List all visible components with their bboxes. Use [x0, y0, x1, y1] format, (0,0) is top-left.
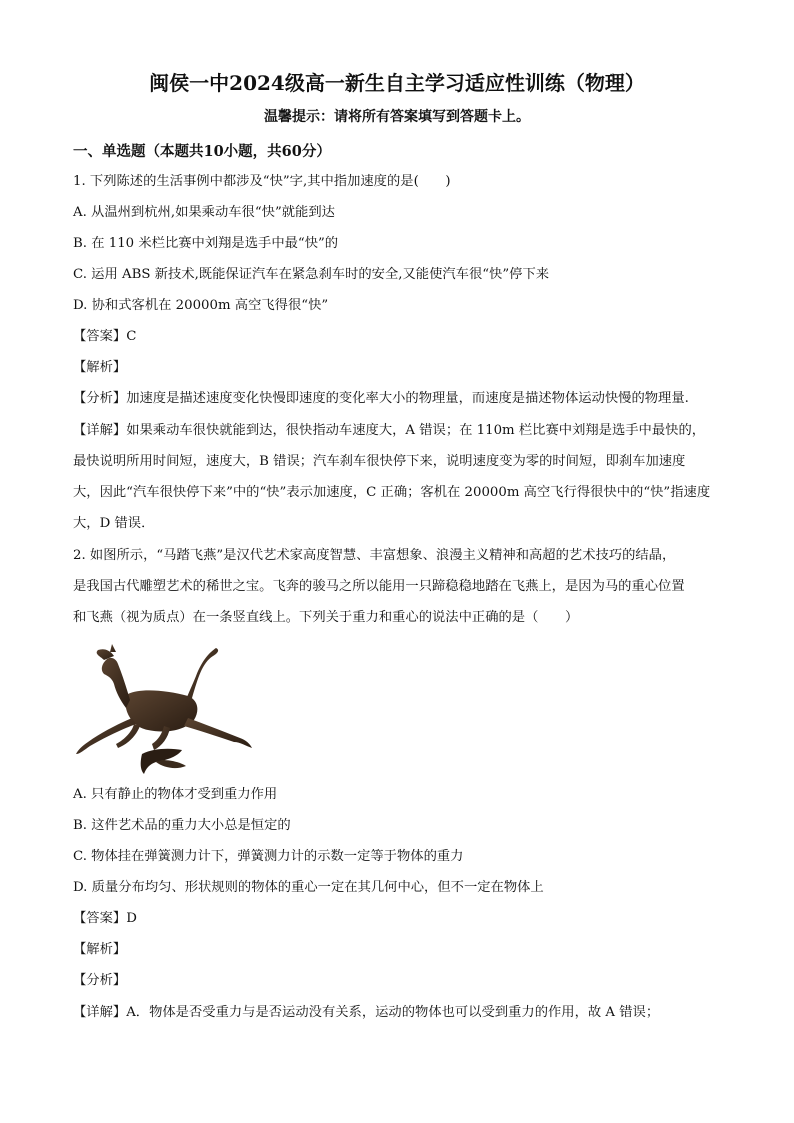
q2-option-d: D. 质量分布均匀、形状规则的物体的重心一定在其几何中心，但不一定在物体上: [73, 880, 544, 895]
q1-option-d: D. 协和式客机在 20000m 高空飞得很“快”: [73, 298, 329, 313]
tip-text: 温馨提示：请将所有答案填写到答题卡上。: [264, 109, 530, 125]
q1-answer: [73, 328, 136, 346]
q1-fenxi: [73, 390, 689, 408]
q1-option-c: C. 运用 ABS 新技术,既能保证汽车在紧急刹车时的安全,又能使汽车很“快”停下来: [73, 267, 550, 282]
q2-stem-line-1: 2. 如图所示，“马踏飞燕”是汉代艺术家高度智慧、丰富想象、浪漫主义精神和高超的艺术技巧的结晶，: [73, 548, 676, 563]
q1-option-a: A. 从温州到杭州,如果乘动车很“快”就能到达: [73, 205, 335, 220]
q1-detail-line-4: 大，D 错误．: [73, 516, 155, 531]
q1-detail-line-2: 最快说明所用时间短，速度大，B 错误；汽车刹车很快停下来，说明速度变为零的时间短，即刹车加速度: [73, 454, 686, 469]
answer-tag: 【答案】: [73, 329, 127, 344]
q1-detail-line-1: [73, 422, 705, 440]
answer-tag: 【答案】: [73, 911, 127, 926]
q2-answer: [73, 910, 137, 928]
q2-fenxi-tag: 【分析】: [73, 973, 127, 988]
q1-stem: 1. 下列陈述的生活事例中都涉及“快”字,其中指加速度的是( ): [73, 174, 451, 189]
q1-option-b: B. 在 110 米栏比赛中刘翔是选手中最“快”的: [73, 236, 339, 251]
q2-option-a: A. 只有静止的物体才受到重力作用: [73, 787, 278, 802]
section-title: 一、单选题（本题共10小题，共60分）: [73, 143, 331, 160]
answer-value: D: [126, 911, 137, 926]
page-title: 闽侯一中2024级高一新生自主学习适应性训练（物理）: [149, 71, 645, 95]
q2-stem-line-3: 和飞燕（视为质点）在一条竖直线上。下列关于重力和重心的说法中正确的是（ ）: [73, 610, 579, 625]
q2-option-b: B. 这件艺术品的重力大小总是恒定的: [73, 818, 291, 833]
fenxi-tag: 【分析】: [73, 391, 127, 406]
answer-value: C: [126, 329, 137, 344]
bronze-horse-image: [70, 638, 256, 780]
fenxi-text: 加速度是描述速度变化快慢即速度的变化率大小的物理量，而速度是描述物体运动快慢的物理量.: [126, 391, 689, 406]
q2-detail: [73, 1004, 659, 1022]
q2-stem-line-2: 是我国古代雕塑艺术的稀世之宝。飞奔的骏马之所以能用一只蹄稳稳地踏在飞燕上，是因为马的重心位置: [73, 579, 685, 594]
q1-analysis-tag: 【解析】: [73, 360, 127, 375]
detail-tag: 【详解】: [73, 1005, 127, 1020]
q1-detail-line-3: 大，因此“汽车很快停下来”中的“快”表示加速度，C 正确；客机在 20000m 高空飞行得很快中的“快”指速度: [73, 485, 711, 500]
q2-option-c: C. 物体挂在弹簧测力计下，弹簧测力计的示数一定等于物体的重力: [73, 849, 464, 864]
detail-text: 如果乘动车很快就能到达，很快指动车速度大，A 错误；在 110m 栏比赛中刘翔是选手中最快的，: [126, 423, 706, 438]
detail-text: A．物体是否受重力与是否运动没有关系，运动的物体也可以受到重力的作用，故 A 错误；: [126, 1005, 660, 1020]
detail-tag: 【详解】: [73, 423, 127, 438]
q2-analysis-tag: 【解析】: [73, 942, 127, 957]
